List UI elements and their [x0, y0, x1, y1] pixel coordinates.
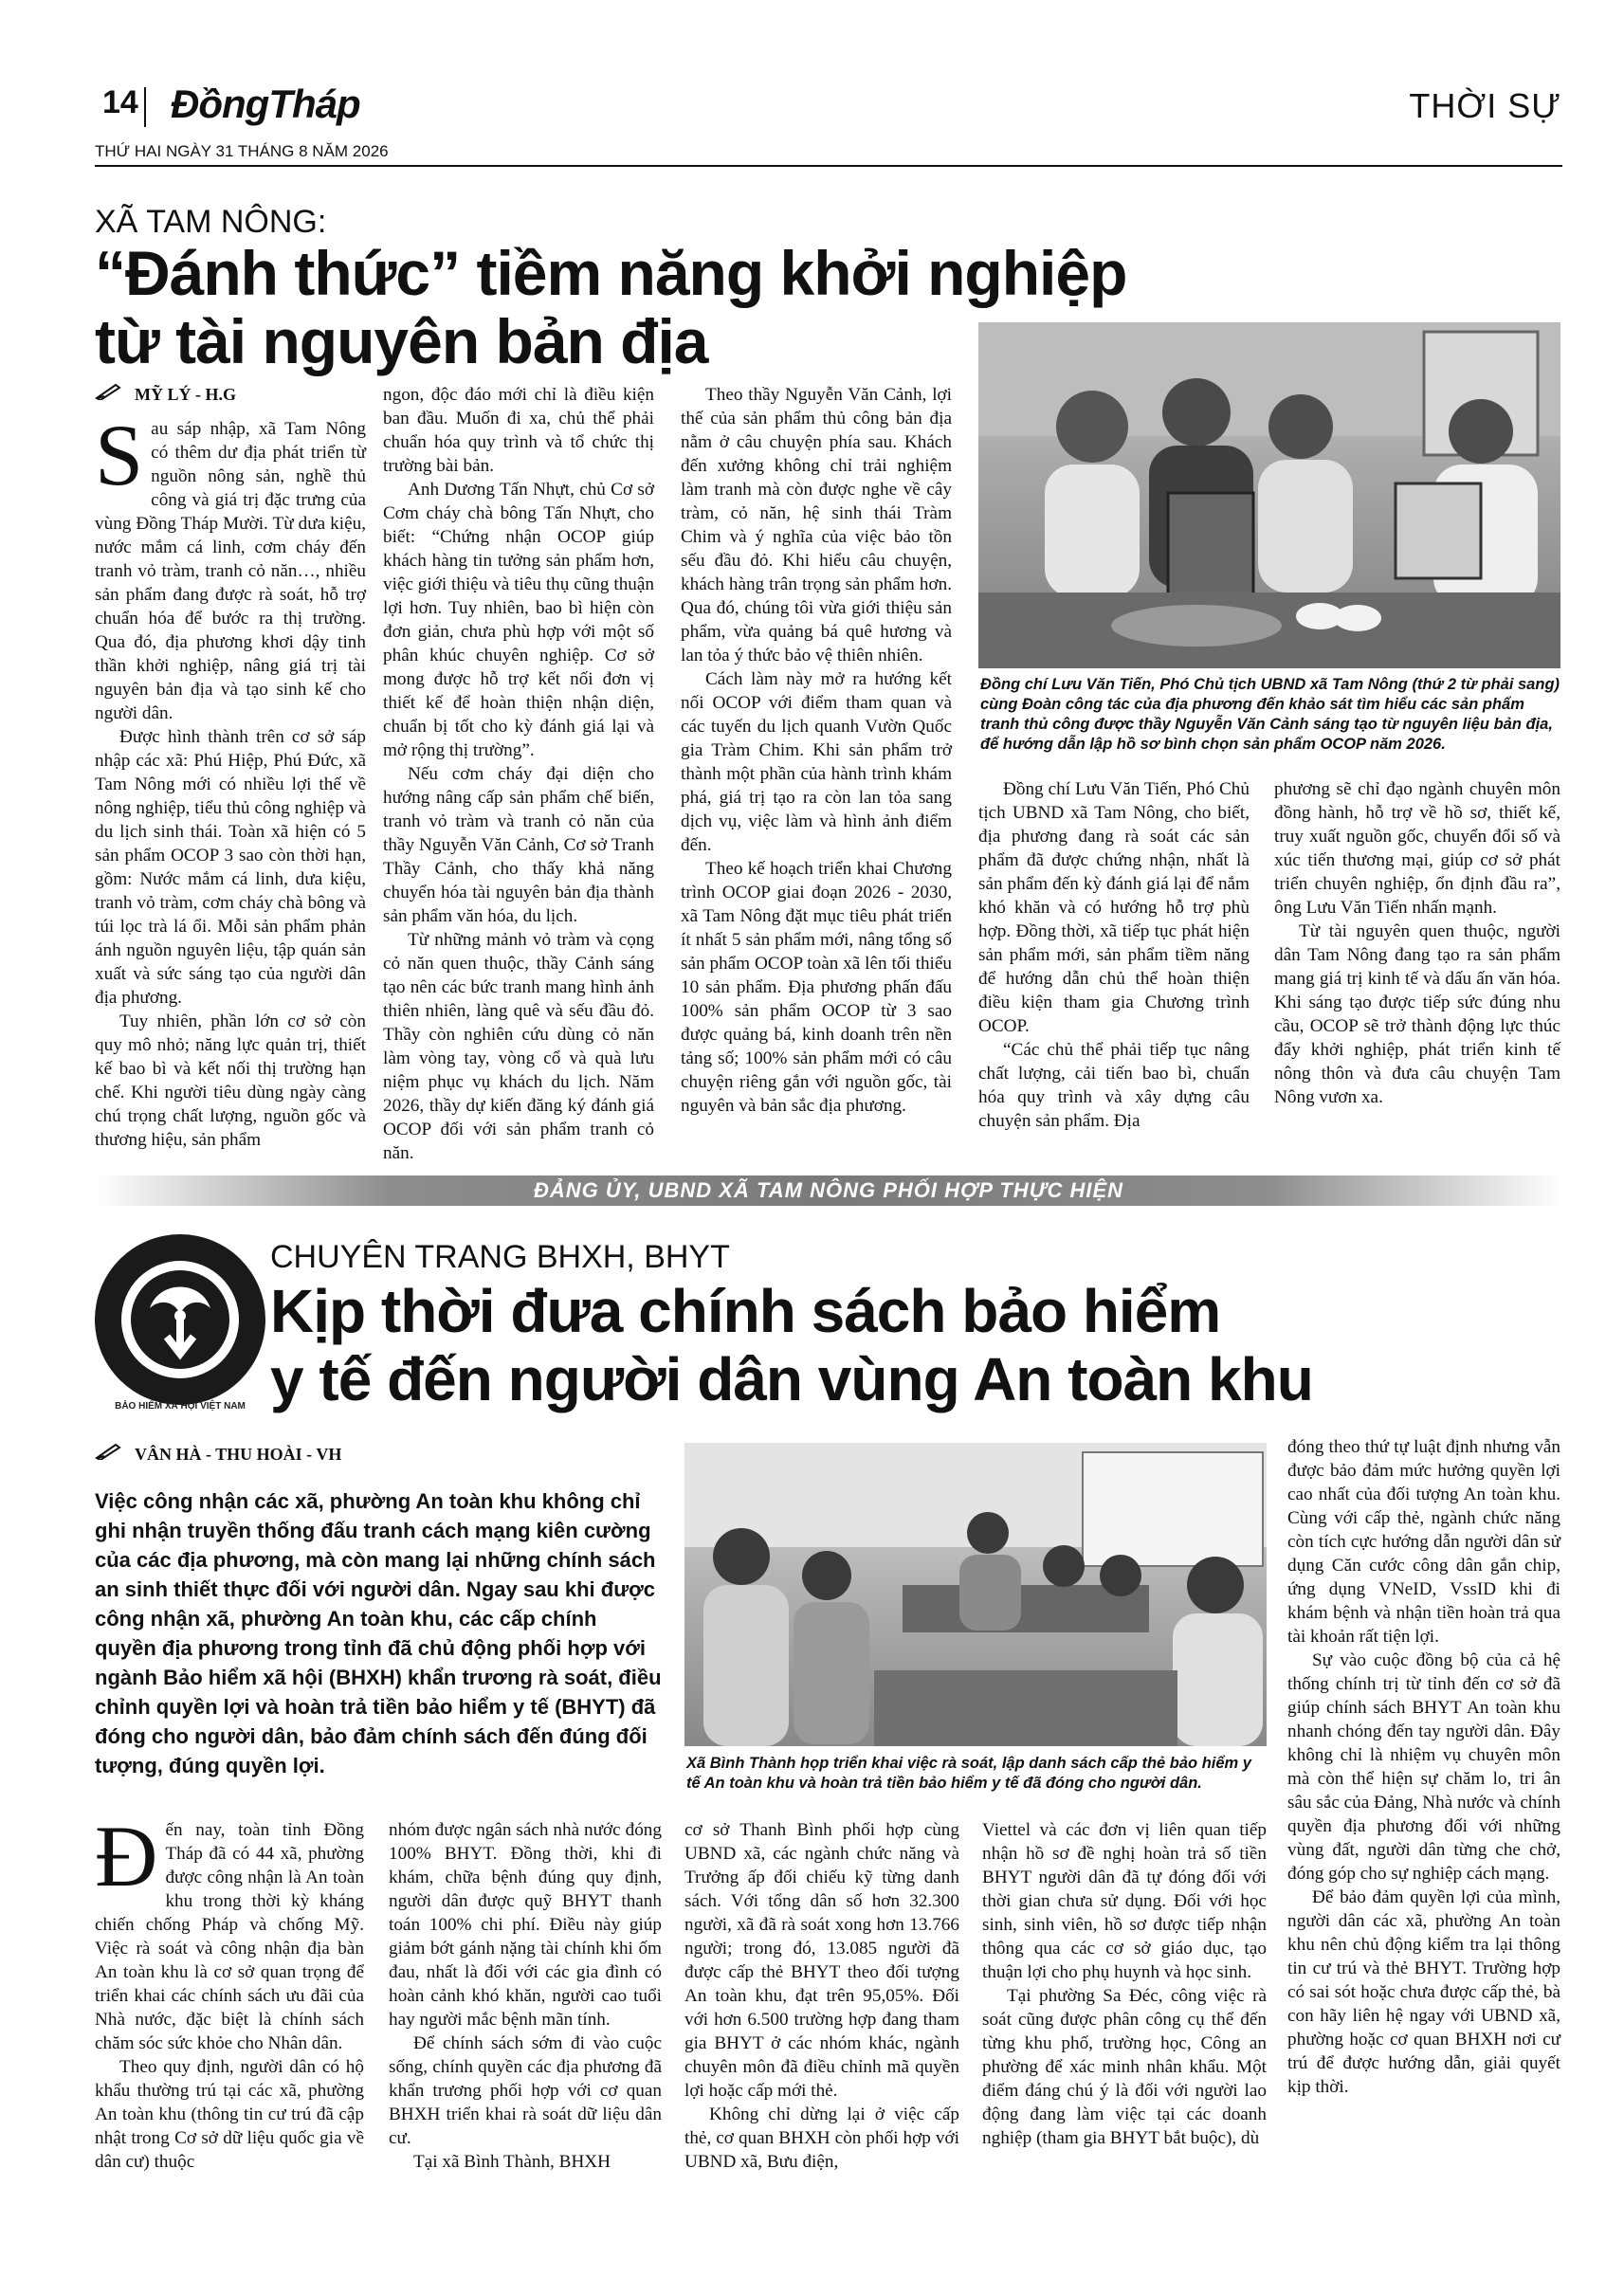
article1-title-line2: từ tài nguyên bản địa: [95, 306, 708, 376]
article1-paragraph: Theo thầy Nguyễn Văn Cảnh, lợi thế của sản phẩm thủ công bản địa nằm ở câu chuyện phía sau. Khách đến xưởng không chỉ trải nghiệm làm tranh mà còn được nghe về cây tràm, cỏ năn, hệ sinh thái Tràm Chim và ý nghĩa của việc bảo tồn sếu đầu đỏ. Khi hiểu câu chuyện, khách hàng trân trọng sản phẩm hơn. Qua đó, chúng tôi vừa giới thiệu sản phẩm, vừa quảng bá quê hương và lan tỏa ý thức bảo vệ thiên nhiên.: [681, 385, 952, 665]
article2-column-5: [1287, 1435, 1560, 2099]
article2-paragraph: Theo quy định, người dân có hộ khẩu thường trú tại các xã, phường An toàn khu (thông tin cư trú đã cập nhật trong Cơ sở dữ liệu quốc gia về dân cư) thuộc: [95, 2057, 364, 2172]
article1-paragraph: Cách làm này mở ra hướng kết nối OCOP với điểm tham quan và các tuyến du lịch quanh Vườn Quốc gia Tràm Chim. Khi sản phẩm trở thành một phần của hành trình khám phá, giá trị tạo ra còn lan tỏa sang dịch vụ, việc làm và hình ảnh điểm đến.: [681, 669, 952, 855]
header-rule: [95, 165, 1562, 167]
header-divider-vertical: [144, 87, 146, 127]
pen-icon: [95, 1441, 123, 1466]
pen-icon: [95, 381, 123, 406]
article1-column-2: [383, 383, 654, 1165]
article1-paragraph: Được hình thành trên cơ sở sáp nhập các xã: Phú Hiệp, Phú Đức, xã Tam Nông mới có nhiều lợi thế về nông nghiệp, tiểu thủ công nghiệp và du lịch sinh thái. Toàn xã hiện có 5 sản phẩm OCOP 3 sao còn thời hạn, gồm: Nước mắm cá linh, dưa kiệu, tranh vỏ tràm, cơm cháy chà bông và túi lọc trà lá ổi. Mỗi sản phẩm phản ánh nguồn nguyên liệu, tập quán sản xuất và sức sáng tạo của người dân địa phương.: [95, 727, 366, 1008]
article2-paragraph: Tại phường Sa Đéc, công việc rà soát cũng được phân công cụ thể đến từng khu phố, trường học, Công an phường để xác minh nhân khẩu. Một điểm đáng chú ý là đối với người lao động đang làm việc tại các doanh nghiệp (tham gia BHYT bắt buộc), dù: [982, 1986, 1267, 2148]
article2-photo-caption: Xã Bình Thành họp triển khai việc rà soát, lập danh sách cấp thẻ bảo hiểm y tế An toàn khu và hoàn trả tiền bảo hiểm y tế đã đóng cho người dân.: [686, 1755, 1251, 1792]
article2-paragraph: Viettel và các đơn vị liên quan tiếp nhận hồ sơ đề nghị hoàn trả số tiền BHYT người dân đã tự đóng đối với thời gian chưa sử dụng. Đối với học sinh, sinh viên, hồ sơ được tiếp nhận thông qua các cơ sở giáo dục, tạo thuận lợi cho phụ huynh và học sinh.: [982, 1820, 1267, 1982]
article1-paragraph: ngon, độc đáo mới chỉ là điều kiện ban đầu. Muốn đi xa, chủ thể phải chuẩn hóa quy trình và tổ chức thị trường bài bản.: [383, 385, 654, 476]
article1-paragraph: Tuy nhiên, phần lớn cơ sở còn quy mô nhỏ; năng lực quản trị, thiết kế bao bì và kết nối thị trường hạn chế. Khi người tiêu dùng ngày càng chú trọng chất lượng, nguồn gốc và thương hiệu, sản phẩm: [95, 1011, 366, 1150]
article2-column-1: [95, 1808, 364, 2174]
article2-paragraph: Sự vào cuộc đồng bộ của cả hệ thống chính trị từ tỉnh đến cơ sở đã giúp chính sách BHYT An toàn khu nhanh chóng đến tay người dân. Đây không chỉ là nhiệm vụ chuyên môn mà còn thể hiện sự chăm lo, tri ân sâu sắc của Đảng, Nhà nước và chính quyền địa phương đối với những vùng đất, người dân từng che chở, đóng góp cho sự nghiệp cách mạng.: [1287, 1650, 1560, 1884]
article2-paragraph: Tại xã Bình Thành, BHXH: [413, 2152, 611, 2172]
page-number: 14: [102, 84, 138, 120]
article1-column-4: [978, 777, 1250, 1133]
article1-title-line1: “Đánh thức” tiềm năng khởi nghiệp: [95, 238, 1127, 308]
article1-column-3: [681, 383, 952, 1118]
article1-column-1: [95, 407, 366, 1152]
article1-paragraph: Từ những mảnh vỏ tràm và cọng cỏ năn quen thuộc, thầy Cảnh sáng tạo nên các bức tranh mang hình ảnh thiên nhiên, làng quê và sếu đầu đỏ. Thầy còn nghiên cứu dùng cỏ năn làm vòng tay, vòng cổ và quà lưu niệm phục vụ khách du lịch. Năm 2026, thầy dự kiến đăng ký đánh giá OCOP đối với sản phẩm tranh cỏ năn.: [383, 930, 654, 1163]
article1-paragraph: Theo kế hoạch triển khai Chương trình OCOP giai đoạn 2026 - 2030, xã Tam Nông đặt mục tiêu phát triển ít nhất 5 sản phẩm mới, nâng tổng số sản phẩm OCOP toàn xã lên tối thiểu 10 sản phẩm. Địa phương phấn đấu 100% sản phẩm OCOP từ 3 sao được quảng bá, kinh doanh trên nền tảng số; 100% sản phẩm mới có câu chuyện riêng gắn với nguồn gốc, tài nguyên và bản sắc địa phương.: [681, 859, 952, 1116]
photo-scene-illustration: [978, 322, 1560, 668]
header-date: THỨ HAI NGÀY 31 THÁNG 8 NĂM 2026: [95, 142, 389, 160]
article2-paragraph: đóng theo thứ tự luật định nhưng vẫn được bảo đảm mức hưởng quyền lợi cao nhất của đối tượng An toàn khu. Cùng với cấp thẻ, ngành chức năng còn tích cực hướng dẫn người dân sử dụng Căn cước công dân gắn chip, ứng dụng VNeID, VssID khi đi khám bệnh và nhận tiền hoàn trả qua tài khoản rất tiện lợi.: [1287, 1437, 1560, 1647]
article1-dropcap: S: [95, 407, 144, 503]
article2-column-2: [389, 1818, 662, 2174]
article2-byline-text: VÂN HÀ - THU HOÀI - VH: [135, 1445, 342, 1464]
photo-meeting-illustration: [684, 1443, 1267, 1746]
article2-lead: Việc công nhận các xã, phường An toàn khu không chỉ ghi nhận truyền thống đấu tranh cách mạng kiên cường của các địa phương, mà còn mang lại những chính sách an sinh thiết thực đối với người dân. Ngay sau khi được công nhận xã, phường An toàn khu, các cấp chính quyền địa phương trong tỉnh đã chủ động phối hợp với ngành Bảo hiểm xã hội (BHXH) khẩn trương rà soát, điều chỉnh quyền lợi và hoàn trả tiền bảo hiểm y tế (BHYT) đã đóng cho người dân, bảo đảm chính sách đến đúng đối tượng, đúng quyền lợi.: [95, 1489, 662, 1777]
article2-paragraph: cơ sở Thanh Bình phối hợp cùng UBND xã, các ngành chức năng và Trưởng ấp đối chiếu kỹ từng danh sách. Với tổng dân số hơn 32.300 người, xã đã rà soát xong hơn 13.766 người; trong đó, 13.085 người đã được cấp thẻ BHYT theo đối tượng An toàn khu, đạt trên 95,05%. Đối với hơn 6.500 trường hợp đang tham gia BHYT ở các nhóm khác, ngành chuyên môn đã điều chỉnh mã quyền lợi hoặc cấp mới thẻ.: [684, 1820, 959, 2101]
article1-kicker: XÃ TAM NÔNG:: [95, 204, 327, 240]
article2-dropcap: Đ: [95, 1808, 158, 1904]
article2-column-4: [982, 1818, 1267, 2150]
article1-column-5: [1274, 777, 1560, 1109]
article1-byline-text: MỸ LÝ - H.G: [135, 385, 236, 404]
article1-paragraph: Nếu cơm cháy đại diện cho hướng nâng cấp sản phẩm chế biến, tranh vỏ tràm và tranh cỏ năn của thầy Nguyễn Văn Cảnh, Cơ sở Tranh Thầy Cảnh, cho thấy khả năng chuyển hóa tài nguyên bản địa thành sản phẩm văn hóa, du lịch.: [383, 764, 654, 926]
article1-paragraph: Đồng chí Lưu Văn Tiến, Phó Chủ tịch UBND xã Tam Nông, cho biết, địa phương đang rà soát các sản phẩm đã được chứng nhận, nhất là sản phẩm đến kỳ đánh giá lại để nắm khó khăn và có hướng hỗ trợ phù hợp. Đồng thời, xã tiếp tục phát hiện sản phẩm mới, sản phẩm tiềm năng để hướng dẫn chủ thể hoàn thiện điều kiện tham gia Chương trình OCOP.: [978, 779, 1250, 1036]
article2-photo: [684, 1443, 1267, 1746]
masthead-logo: ĐồngTháp: [171, 82, 360, 126]
bhxh-logo-text: BẢO HIỂM XÃ HỘI VIỆT NAM: [115, 1401, 246, 1412]
article2-title-line1: Kịp thời đưa chính sách bảo hiểm: [270, 1277, 1221, 1345]
article2-paragraph: Không chỉ dừng lại ở việc cấp thẻ, cơ quan BHXH còn phối hợp với UBND xã, Bưu điện,: [684, 2105, 959, 2172]
article2-kicker: CHUYÊN TRANG BHXH, BHYT: [270, 1239, 730, 1275]
article2-column-3: [684, 1818, 959, 2174]
article1-paragraph: au sáp nhập, xã Tam Nông có thêm dư địa phát triển từ nguồn nông sản, nghề thủ công và giá trị đặc trưng của vùng Đồng Tháp Mười. Từ dưa kiệu, nước mắm cá linh, cơm cháy đến tranh vỏ tràm, tranh cỏ năn…, nhiều sản phẩm đang được rà soát, hỗ trợ chuẩn hóa để bước ra thị trường. Qua đó, địa phương khơi dậy tinh thần khởi nghiệp, nâng giá trị tài nguyên bản địa và tạo sinh kế cho người dân.: [95, 419, 366, 723]
article2-title-line2: y tế đến người dân vùng An toàn khu: [270, 1345, 1313, 1413]
article2-paragraph: ến nay, toàn tỉnh Đồng Tháp đã có 44 xã, phường được công nhận là An toàn khu trong thời kỳ kháng chiến chống Pháp và chống Mỹ. Việc rà soát và công nhận địa bàn An toàn khu là cơ sở quan trọng để triển khai các chính sách ưu đãi của Nhà nước, đặc biệt là chính sách chăm sóc sức khỏe cho Nhân dân.: [95, 1820, 364, 2053]
article1-byline: [95, 381, 236, 406]
article1-paragraph: “Các chủ thể phải tiếp tục nâng chất lượng, cải tiến bao bì, chuẩn hóa quy trình và xây dựng câu chuyện sản phẩm. Địa: [978, 1040, 1250, 1131]
article2-paragraph: nhóm được ngân sách nhà nước đóng 100% BHYT. Đồng thời, khi đi khám, chữa bệnh đúng quy định, người dân được quỹ BHYT thanh toán 100% chi phí. Điều này giúp giảm bớt gánh nặng tài chính khi ốm đau, nhất là đối với các gia đình có hoàn cảnh khó khăn, người cao tuổi hay người mắc bệnh mãn tính.: [389, 1820, 662, 2030]
article2-paragraph: Để bảo đảm quyền lợi của mình, người dân các xã, phường An toàn khu nên chủ động kiểm tra lại thông tin cư trú và thẻ BHYT. Trường hợp có sai sót hoặc chưa được cấp thẻ, bà con hãy liên hệ ngay với UBND xã, phường hoặc cơ quan BHXH nơi cư trú để được hướng dẫn, giải quyết kịp thời.: [1287, 1887, 1560, 2097]
article2-byline: [95, 1441, 341, 1466]
article1-paragraph: Anh Dương Tấn Nhựt, chủ Cơ sở Cơm cháy chà bông Tấn Nhựt, cho biết: “Chứng nhận OCOP giúp khách hàng tin tưởng sản phẩm hơn, việc giới thiệu và tiêu thụ cũng thuận lợi hơn. Tuy nhiên, bao bì hiện còn đơn giản, chưa phù hợp với một số phân khúc chuyên nghiệp. Cơ sở mong được hỗ trợ kết nối đơn vị thiết kế để hoàn thiện nhận diện, chuẩn bị tốt cho kỳ đánh giá lại và mở rộng thị trường”.: [383, 480, 654, 760]
article1-photo-caption: Đồng chí Lưu Văn Tiến, Phó Chủ tịch UBND xã Tam Nông (thứ 2 từ phải sang) cùng Đoàn công tác của địa phương đến khảo sát tìm hiểu các sản phẩm tranh thủ công được thầy Nguyễn Văn Cảnh sáng tạo từ nguyên liệu bản địa, để hướng dẫn lập hồ sơ bình chọn sản phẩm OCOP năm 2026.: [980, 676, 1560, 753]
article1-paragraph: phương sẽ chỉ đạo ngành chuyên môn đồng hành, hỗ trợ về hồ sơ, thiết kế, truy xuất nguồn gốc, chuyển đổi số và xúc tiến thương mại, giúp cơ sở phát triển chuyên nghiệp, ổn định đầu ra”, ông Lưu Văn Tiến nhấn mạnh.: [1274, 779, 1560, 918]
article1-photo: [978, 322, 1560, 668]
article2-paragraph: Để chính sách sớm đi vào cuộc sống, chính quyền các địa phương đã khẩn trương phối hợp với cơ quan BHXH triển khai rà soát dữ liệu dân cư.: [389, 2033, 662, 2148]
section-label: THỜI SỰ: [1409, 86, 1561, 125]
sponsor-banner-text: ĐẢNG ỦY, UBND XÃ TAM NÔNG PHỐI HỢP THỰC HIỆN: [533, 1178, 1124, 1202]
article1-paragraph: Từ tài nguyên quen thuộc, người dân Tam Nông đang tạo ra sản phẩm mang giá trị kinh tế và dấu ấn văn hóa. Khi sáng tạo được tiếp sức đúng nhu cầu, OCOP sẽ trở thành động lực thúc đẩy khởi nghiệp, phát triển kinh tế nông thôn và đưa câu chuyện Tam Nông vươn xa.: [1274, 921, 1560, 1107]
bhxh-logo: [93, 1232, 267, 1407]
